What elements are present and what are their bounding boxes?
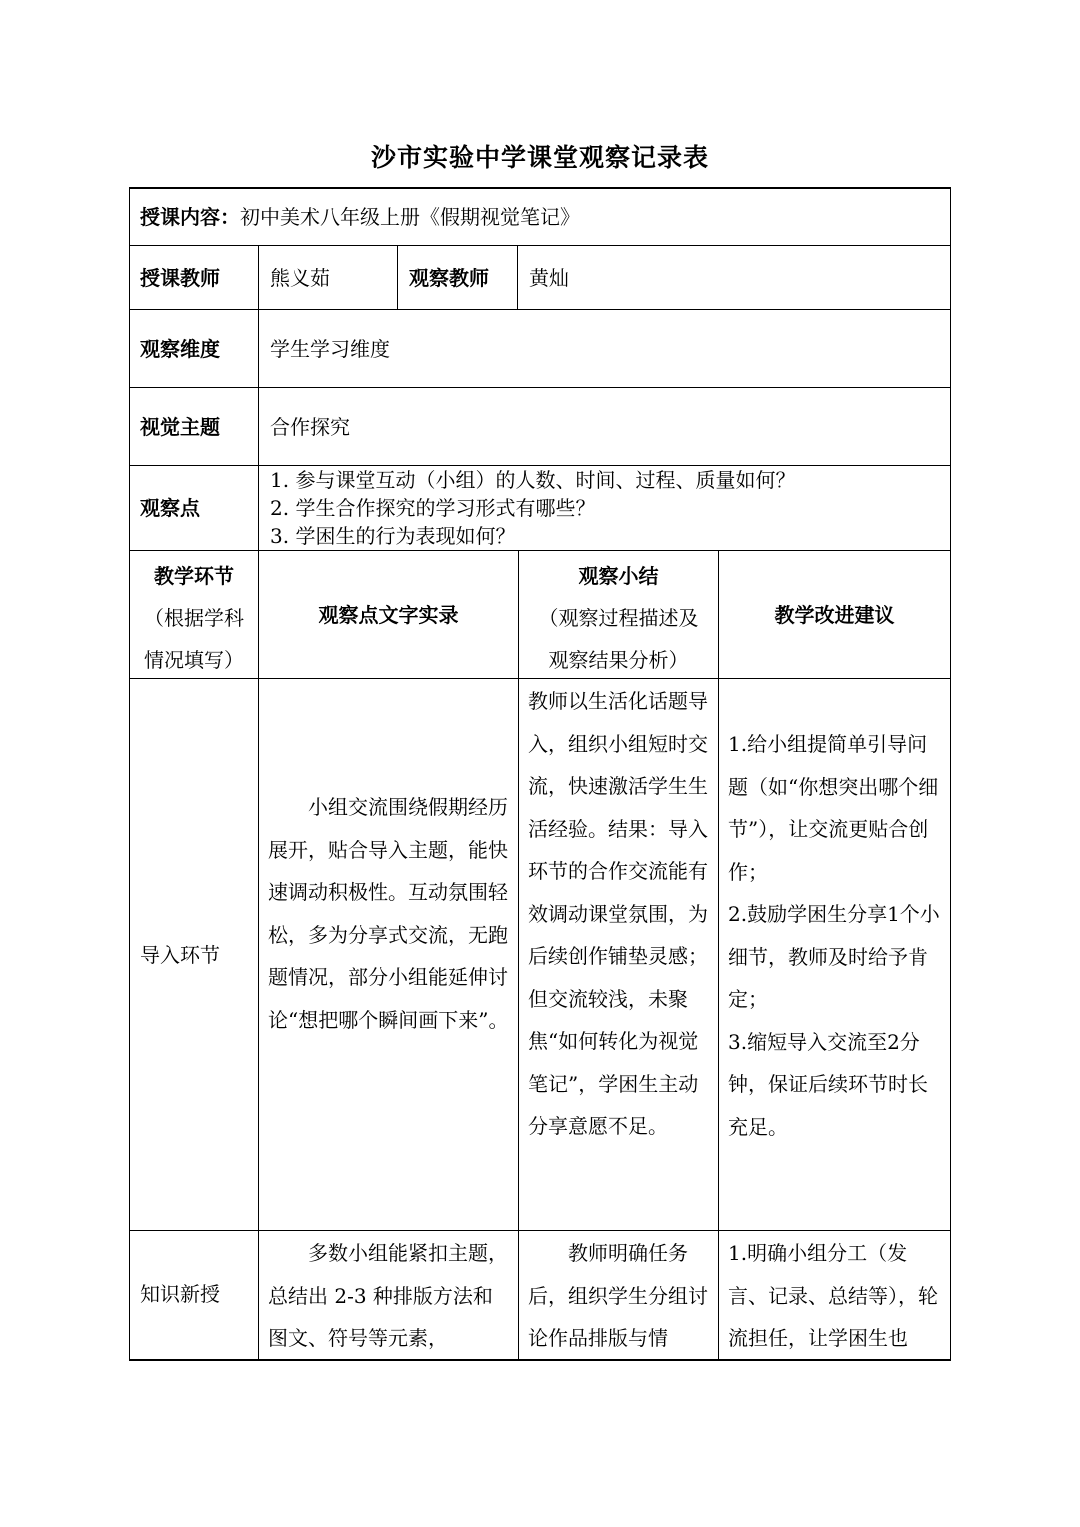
- theme-value: 合作探究: [270, 414, 350, 439]
- dimension-value: 学生学习维度: [270, 336, 390, 361]
- header-summary-note: （观察过程描述及: [538, 606, 699, 630]
- points-label: 观察点: [140, 496, 200, 520]
- summary-cell: 教师以生活化话题导入，组织小组短时交流，快速激活学生生活经验。结果：导入环节的合作交流能有效调动课堂氛围，为后续创作铺垫灵感；但交流较浅，未聚焦“如何转化为视觉笔记”，学困生主动分享意愿不足。: [528, 689, 708, 1138]
- observer-label: 观察教师: [409, 265, 489, 290]
- header-stage: [130, 555, 258, 675]
- lesson-content-label: 授课内容：: [140, 205, 240, 229]
- theme-label: 视觉主题: [140, 414, 220, 439]
- record-cell: 小组交流围绕假期经历展开，贴合导入主题，能快速调动积极性。互动氛围轻松，多为分享式交流，无跑题情况，部分小组能延伸讨论“想把哪个瞬间画下来”。: [268, 795, 509, 1032]
- suggest-item: 3.缩短导入交流至2分钟，保证后续环节时长充足。: [728, 1029, 928, 1139]
- document-title: 沙市实验中学课堂观察记录表: [370, 143, 709, 172]
- record-cell: 多数小组能紧扣主题，总结出 2-3 种排版方法和图文、符号等元素，: [268, 1241, 508, 1350]
- points-item: 1. 参与课堂互动（小组）的人数、时间、过程、质量如何？: [270, 468, 796, 492]
- points-list: [270, 466, 945, 550]
- header-summary: [519, 555, 718, 675]
- teacher-value: 熊义茹: [270, 265, 330, 290]
- suggest-cell: 1.明确小组分工（发言、记录、总结等），轮流担任，让学困生也: [728, 1241, 938, 1350]
- points-item: 3. 学困生的行为表现如何？: [270, 524, 516, 548]
- header-record: 观察点文字实录: [318, 602, 459, 627]
- suggest-item: 1.给小组提简单引导问题（如“你想突出哪个细节”），让交流更贴合创作；: [728, 732, 939, 884]
- summary-cell: 教师明确任务后，组织学生分组讨论作品排版与情: [528, 1241, 708, 1350]
- header-summary-title: 观察小结: [578, 564, 659, 588]
- suggest-cell: [728, 723, 943, 1148]
- teacher-label: 授课教师: [140, 265, 220, 290]
- lesson-content: [140, 189, 940, 245]
- points-item: 2. 学生合作探究的学习形式有哪些？: [270, 496, 596, 520]
- observer-value: 黄灿: [529, 265, 569, 290]
- lesson-content-value: 初中美术八年级上册《假期视觉笔记》: [240, 205, 580, 229]
- header-suggest: 教学改进建议: [774, 602, 895, 627]
- stage-cell: 导入环节: [140, 942, 220, 967]
- header-stage-title: 教学环节: [154, 564, 234, 588]
- header-stage-note: （根据学科: [144, 606, 244, 630]
- stage-cell: 知识新授: [140, 1282, 220, 1306]
- dimension-label: 观察维度: [140, 336, 220, 361]
- suggest-item: 2.鼓励学困生分享1个小细节，教师及时给予肯定；: [728, 902, 940, 1011]
- header-stage-note: 情况填写）: [144, 648, 244, 672]
- header-summary-note: 观察结果分析）: [548, 648, 689, 672]
